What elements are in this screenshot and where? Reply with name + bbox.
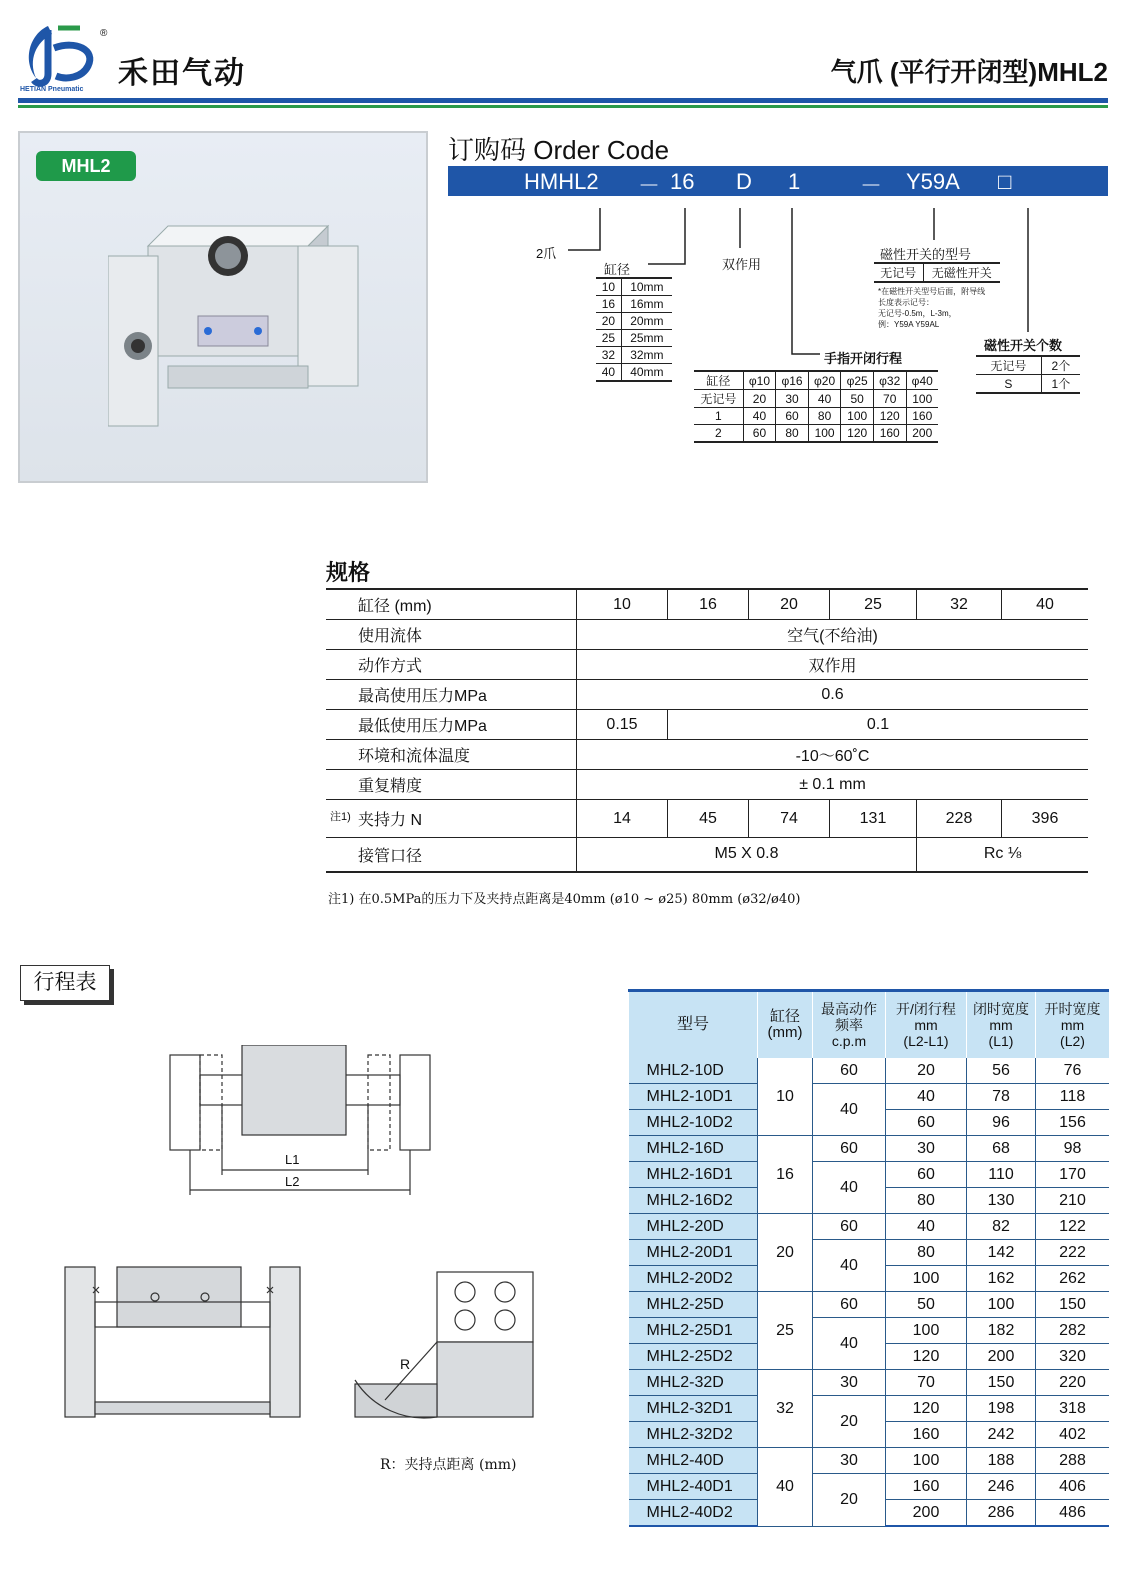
spec-bore: 25	[830, 589, 917, 620]
stroke-closed-width: 68	[967, 1136, 1036, 1162]
table-row	[629, 1084, 1110, 1110]
stroke-open-width: 220	[1036, 1370, 1110, 1396]
switch-type-table	[874, 262, 1000, 283]
table-row	[629, 1214, 1110, 1240]
switch-count-title: 磁性开关个数	[984, 338, 1063, 353]
stroke-frequency: 20	[813, 1474, 886, 1527]
stroke-open-width: 318	[1036, 1396, 1110, 1422]
stroke-model: MHL2-20D2	[629, 1266, 758, 1292]
stroke-frequency: 40	[813, 1162, 886, 1214]
spec-table	[326, 588, 1088, 873]
bore-code: 32	[596, 347, 621, 364]
l1-label: L1	[285, 1152, 300, 1167]
stroke-closed-width: 78	[967, 1084, 1036, 1110]
stroke-model: MHL2-10D	[629, 1058, 758, 1084]
stroke-bore: 10	[758, 1058, 813, 1136]
stroke-closed-width: 100	[967, 1292, 1036, 1318]
stroke-bore: 25	[758, 1292, 813, 1370]
spec-port: Rc ⅛	[917, 838, 1089, 872]
stroke-diagram-top-view	[160, 1045, 440, 1215]
company-logo	[18, 20, 106, 92]
stroke-open-width: 406	[1036, 1474, 1110, 1500]
spec-value: 0.6	[577, 680, 1089, 710]
stroke-closed-width: 142	[967, 1240, 1036, 1266]
finger-cell: 100	[808, 425, 841, 443]
page-title: 气爪 (平行开闭型)MHL2	[830, 57, 1108, 87]
spec-title: 规格	[326, 560, 371, 585]
brand-english: HETIAN Pneumatic	[20, 86, 84, 93]
spec-value: 0.1	[668, 710, 1089, 740]
spec-force: 45	[668, 800, 749, 838]
table-row	[629, 1318, 1110, 1344]
switch-count-value: 1个	[1041, 375, 1080, 394]
spec-label: 缸径 (mm)	[326, 589, 577, 620]
stroke-header: 开/闭行程 mm (L2-L1)	[886, 991, 967, 1059]
stroke-diagram-front-view	[55, 1262, 315, 1432]
radius-note: R：夹持点距离 (mm)	[380, 1457, 517, 1473]
code-action: D	[736, 169, 752, 194]
spec-label: 接管口径	[326, 838, 577, 872]
stroke-open-width: 122	[1036, 1214, 1110, 1240]
finger-cell: 120	[873, 408, 906, 425]
spec-value: 空气(不给油)	[577, 620, 1089, 650]
stroke-travel: 100	[886, 1318, 967, 1344]
bore-size: 20mm	[621, 313, 672, 330]
spec-force: 14	[577, 800, 668, 838]
stroke-open-width: 150	[1036, 1292, 1110, 1318]
switch-count-code: S	[976, 375, 1041, 394]
code-series: HMHL2	[524, 169, 599, 194]
table-row	[629, 1058, 1110, 1084]
stroke-closed-width: 242	[967, 1422, 1036, 1448]
stroke-closed-width: 200	[967, 1344, 1036, 1370]
stroke-table	[628, 989, 1109, 1527]
spec-bore: 32	[917, 589, 1002, 620]
stroke-model: MHL2-25D2	[629, 1344, 758, 1370]
stroke-model: MHL2-16D2	[629, 1188, 758, 1214]
l2-label: L2	[285, 1174, 300, 1189]
stroke-travel: 200	[886, 1500, 967, 1527]
switch-count-value: 2个	[1041, 356, 1080, 375]
finger-header: 缸径	[694, 371, 743, 390]
stroke-model: MHL2-40D1	[629, 1474, 758, 1500]
finger-header: φ25	[841, 371, 874, 390]
stroke-frequency: 60	[813, 1214, 886, 1240]
stroke-open-width: 98	[1036, 1136, 1110, 1162]
code-dash-2: －	[860, 173, 883, 198]
stroke-travel: 80	[886, 1240, 967, 1266]
spec-label: 最低使用压力MPa	[326, 710, 577, 740]
finger-cell: 2	[694, 425, 743, 443]
finger-cell: 160	[873, 425, 906, 443]
code-switch-count: □	[998, 169, 1012, 194]
stroke-bore: 40	[758, 1448, 813, 1527]
double-acting-label: 双作用	[722, 257, 762, 272]
stroke-closed-width: 96	[967, 1110, 1036, 1136]
switch-none-code: 无记号	[874, 263, 923, 282]
stroke-travel: 160	[886, 1474, 967, 1500]
stroke-travel: 160	[886, 1422, 967, 1448]
stroke-travel: 70	[886, 1370, 967, 1396]
stroke-diagram-side-view	[345, 1262, 545, 1432]
stroke-frequency: 30	[813, 1370, 886, 1396]
spec-footnote: 注1) 在0.5MPa的压力下及夹持点距离是40mm (ø10 ~ ø25) 80mm (ø32/ø40)	[328, 892, 801, 907]
stroke-model: MHL2-20D	[629, 1214, 758, 1240]
stroke-closed-width: 182	[967, 1318, 1036, 1344]
stroke-travel: 30	[886, 1136, 967, 1162]
spec-port: M5 X 0.8	[577, 838, 917, 872]
spec-force: 396	[1002, 800, 1089, 838]
spec-bore: 40	[1002, 589, 1089, 620]
table-row	[629, 1448, 1110, 1474]
stroke-header: 开时宽度 mm (L2)	[1036, 991, 1110, 1059]
stroke-open-width: 118	[1036, 1084, 1110, 1110]
finger-cell: 80	[776, 425, 809, 443]
order-code-bar	[448, 166, 1108, 196]
spec-force: 131	[830, 800, 917, 838]
bore-size: 25mm	[621, 330, 672, 347]
stroke-open-width: 262	[1036, 1266, 1110, 1292]
spec-value: 0.15	[577, 710, 668, 740]
table-row	[629, 1396, 1110, 1422]
stroke-closed-width: 162	[967, 1266, 1036, 1292]
finger-header: φ40	[906, 371, 938, 390]
stroke-open-width: 486	[1036, 1500, 1110, 1527]
bore-size: 16mm	[621, 296, 672, 313]
stroke-open-width: 320	[1036, 1344, 1110, 1370]
header-rule-green	[18, 105, 1108, 108]
spec-bore: 10	[577, 589, 668, 620]
bore-code: 40	[596, 364, 621, 382]
model-badge: MHL2	[36, 151, 136, 181]
bore-size: 32mm	[621, 347, 672, 364]
stroke-travel: 100	[886, 1448, 967, 1474]
finger-header: φ32	[873, 371, 906, 390]
finger-stroke-title: 手指开闭行程	[824, 351, 903, 366]
finger-stroke-table	[694, 370, 938, 443]
stroke-open-width: 76	[1036, 1058, 1110, 1084]
bore-label: 缸径	[604, 262, 631, 277]
stroke-closed-width: 56	[967, 1058, 1036, 1084]
finger-header: φ10	[743, 371, 776, 390]
stroke-header: 缸径 (mm)	[758, 991, 813, 1059]
registered-mark: ®	[100, 28, 108, 39]
stroke-frequency: 60	[813, 1292, 886, 1318]
stroke-open-width: 288	[1036, 1448, 1110, 1474]
stroke-travel: 60	[886, 1110, 967, 1136]
code-switch: Y59A	[906, 169, 960, 194]
switch-count-code: 无记号	[976, 356, 1041, 375]
stroke-model: MHL2-32D	[629, 1370, 758, 1396]
spec-value: -10～60˚C	[577, 740, 1089, 770]
finger-cell: 30	[776, 390, 809, 408]
brand-name: 禾田气动	[118, 57, 246, 90]
spec-label: 夹持力 N	[358, 812, 423, 829]
note-marker: 注1)	[330, 811, 351, 823]
table-row	[629, 1474, 1110, 1500]
code-stroke: 1	[788, 169, 801, 194]
bore-code: 10	[596, 278, 621, 296]
switch-note: *在磁性开关型号后面，附导线 长度表示记号： 无记号-0.5m，L-3m， 例：Y59A Y59AL	[878, 287, 986, 329]
stroke-bore: 20	[758, 1214, 813, 1292]
stroke-frequency: 60	[813, 1136, 886, 1162]
stroke-travel: 60	[886, 1162, 967, 1188]
spec-label: 环境和流体温度	[326, 740, 577, 770]
stroke-frequency: 20	[813, 1396, 886, 1448]
stroke-header: 闭时宽度 mm (L1)	[967, 991, 1036, 1059]
table-row	[629, 1292, 1110, 1318]
two-jaw-label: 2爪	[536, 246, 557, 261]
finger-cell: 200	[906, 425, 938, 443]
stroke-travel: 50	[886, 1292, 967, 1318]
finger-cell: 60	[776, 408, 809, 425]
finger-cell: 40	[808, 390, 841, 408]
stroke-open-width: 156	[1036, 1110, 1110, 1136]
switch-type-title: 磁性开关的型号	[880, 247, 972, 262]
finger-cell: 70	[873, 390, 906, 408]
stroke-model: MHL2-25D1	[629, 1318, 758, 1344]
bore-code: 20	[596, 313, 621, 330]
stroke-closed-width: 188	[967, 1448, 1036, 1474]
stroke-frequency: 40	[813, 1084, 886, 1136]
stroke-section-title: 行程表	[20, 965, 110, 1001]
spec-label: 重复精度	[326, 770, 577, 800]
stroke-model: MHL2-40D	[629, 1448, 758, 1474]
stroke-bore: 32	[758, 1370, 813, 1448]
stroke-open-width: 282	[1036, 1318, 1110, 1344]
spec-label: 动作方式	[326, 650, 577, 680]
stroke-model: MHL2-32D1	[629, 1396, 758, 1422]
spec-value: ± 0.1 mm	[577, 770, 1089, 800]
stroke-travel: 80	[886, 1188, 967, 1214]
spec-force-label-cell	[326, 800, 577, 838]
stroke-bore: 16	[758, 1136, 813, 1214]
finger-cell: 160	[906, 408, 938, 425]
stroke-header: 型号	[629, 991, 758, 1059]
stroke-closed-width: 130	[967, 1188, 1036, 1214]
stroke-open-width: 170	[1036, 1162, 1110, 1188]
table-row	[629, 1162, 1110, 1188]
finger-cell: 60	[743, 425, 776, 443]
stroke-closed-width: 286	[967, 1500, 1036, 1527]
finger-cell: 100	[841, 408, 874, 425]
spec-label: 使用流体	[326, 620, 577, 650]
finger-cell: 20	[743, 390, 776, 408]
bore-code: 25	[596, 330, 621, 347]
stroke-travel: 120	[886, 1396, 967, 1422]
radius-label: R	[400, 1356, 411, 1372]
spec-label: 最高使用压力MPa	[326, 680, 577, 710]
header-rule-blue	[18, 98, 1108, 103]
stroke-closed-width: 246	[967, 1474, 1036, 1500]
finger-cell: 40	[743, 408, 776, 425]
stroke-model: MHL2-16D	[629, 1136, 758, 1162]
stroke-model: MHL2-10D1	[629, 1084, 758, 1110]
stroke-closed-width: 198	[967, 1396, 1036, 1422]
finger-header: φ16	[776, 371, 809, 390]
stroke-travel: 40	[886, 1084, 967, 1110]
stroke-table-body	[629, 1058, 1110, 1526]
finger-header: φ20	[808, 371, 841, 390]
finger-cell: 80	[808, 408, 841, 425]
stroke-model: MHL2-25D	[629, 1292, 758, 1318]
table-row	[629, 1240, 1110, 1266]
finger-cell: 50	[841, 390, 874, 408]
stroke-closed-width: 110	[967, 1162, 1036, 1188]
bore-code-table	[596, 277, 672, 382]
stroke-model: MHL2-20D1	[629, 1240, 758, 1266]
table-row	[629, 1370, 1110, 1396]
stroke-open-width: 210	[1036, 1188, 1110, 1214]
stroke-frequency: 40	[813, 1318, 886, 1370]
stroke-open-width: 222	[1036, 1240, 1110, 1266]
spec-bore: 16	[668, 589, 749, 620]
stroke-frequency: 60	[813, 1058, 886, 1084]
spec-value: 双作用	[577, 650, 1089, 680]
spec-force: 74	[749, 800, 830, 838]
bore-size: 10mm	[621, 278, 672, 296]
stroke-closed-width: 150	[967, 1370, 1036, 1396]
finger-cell: 无记号	[694, 390, 743, 408]
stroke-frequency: 30	[813, 1448, 886, 1474]
stroke-model: MHL2-16D1	[629, 1162, 758, 1188]
finger-cell: 120	[841, 425, 874, 443]
bore-code: 16	[596, 296, 621, 313]
switch-count-table	[976, 355, 1080, 394]
stroke-header: 最高动作 频率 c.p.m	[813, 991, 886, 1059]
code-dash-1: －	[638, 173, 661, 198]
order-code-title: 订购码 Order Code	[448, 135, 670, 165]
stroke-model: MHL2-40D2	[629, 1500, 758, 1527]
spec-force: 228	[917, 800, 1002, 838]
spec-bore: 20	[749, 589, 830, 620]
stroke-travel: 20	[886, 1058, 967, 1084]
finger-cell: 100	[906, 390, 938, 408]
stroke-travel: 40	[886, 1214, 967, 1240]
stroke-closed-width: 82	[967, 1214, 1036, 1240]
stroke-open-width: 402	[1036, 1422, 1110, 1448]
stroke-model: MHL2-10D2	[629, 1110, 758, 1136]
stroke-travel: 100	[886, 1266, 967, 1292]
gripper-product-illustration	[108, 216, 368, 436]
finger-cell: 1	[694, 408, 743, 425]
stroke-model: MHL2-32D2	[629, 1422, 758, 1448]
code-bore: 16	[670, 169, 695, 194]
stroke-travel: 120	[886, 1344, 967, 1370]
table-row	[629, 1136, 1110, 1162]
switch-none-desc: 无磁性开关	[923, 263, 1000, 282]
stroke-frequency: 40	[813, 1240, 886, 1292]
bore-size: 40mm	[621, 364, 672, 382]
